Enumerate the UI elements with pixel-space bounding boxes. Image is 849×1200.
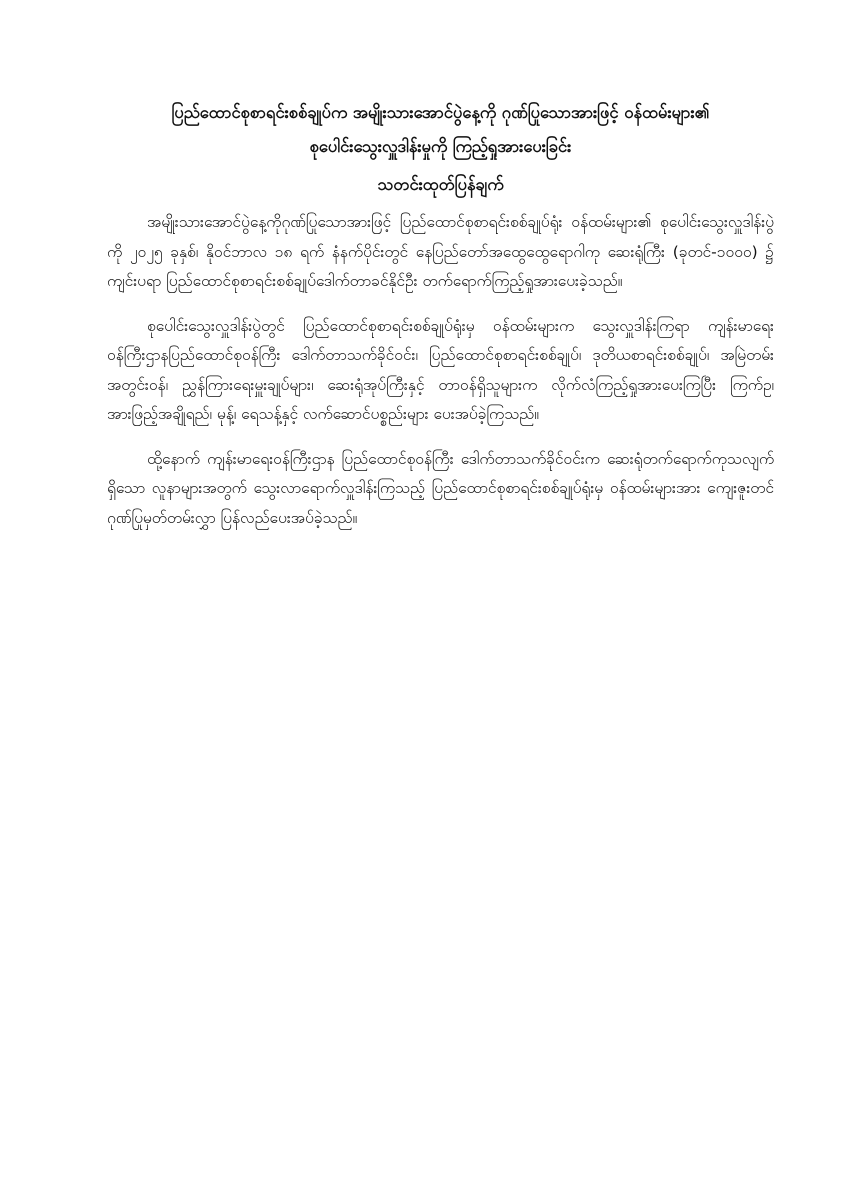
paragraph-3: ထို့နောက် ကျန်းမာရေးဝန်ကြီးဌာန ပြည်ထောင်စုဝန်ကြီး ဒေါက်တာသက်ခိုင်ဝင်းက ဆေးရုံတက်ရောက်ကုသလျက်ရှိသော လူနာများအတွက် သွေးလာရောက်လှူဒါန်းကြသည့် ပြည်ထောင်စုစာရင်းစစ်ချုပ်ရုံးမှ ဝန်ထမ်းများအား ကျေးဇူးတင်ဂုဏ်ပြုမှတ်တမ်းလွှာ ပြန်လည်ပေးအပ်ခဲ့သည်။	[107, 449, 774, 527]
press-release	[107, 96, 774, 548]
document-title	[107, 96, 774, 164]
document-title-line-1: ပြည်ထောင်စုစာရင်းစစ်ချုပ်က အမျိုးသားအောင်ပွဲနေ့ကို ဂုဏ်ပြုသောအားဖြင့် ဝန်ထမ်းများ၏	[171, 103, 710, 122]
document-subtitle: သတင်းထုတ်ပြန်ချက်	[377, 175, 504, 194]
document-title-line-2: စုပေါင်းသွေးလှူဒါန်းမှုကို ကြည့်ရှုအားပေးခြင်း	[309, 137, 572, 156]
paragraph-2: စုပေါင်းသွေးလှူဒါန်းပွဲတွင် ပြည်ထောင်စုစာရင်းစစ်ချုပ်ရုံးမှ ဝန်ထမ်းများက သွေးလှူဒါန်းကြရာ ကျန်းမာရေးဝန်ကြီးဌာနပြည်ထောင်စုဝန်ကြီး ဒေါက်တာသက်ခိုင်ဝင်း၊ ပြည်ထောင်စုစာရင်းစစ်ချုပ်၊ ဒုတိယစာရင်းစစ်ချုပ်၊ အမြဲတမ်းအတွင်းဝန်၊ ညွှန်ကြားရေးမှူးချုပ်များ၊ ဆေးရုံအုပ်ကြီးနှင့် တာဝန်ရှိသူများက လိုက်လံကြည့်ရှုအားပေးကြပြီး ကြက်ဥ၊ အားဖြည့်အချိုရည်၊ မုန့်၊ ရေသန့်နှင့် လက်ဆောင်ပစ္စည်းများ ပေးအပ်ခဲ့ကြသည်။	[107, 316, 774, 423]
paragraph-1: အမျိုးသားအောင်ပွဲနေ့ကိုဂုဏ်ပြုသောအားဖြင့် ပြည်ထောင်စုစာရင်းစစ်ချုပ်ရုံး ဝန်ထမ်းများ၏ စုပေါင်းသွေးလှူဒါန်းပွဲကို ၂၀၂၅ ခုနှစ်၊ နိုဝင်ဘာလ ၁၈ ရက် နံနက်ပိုင်းတွင် နေပြည်တော်အထွေထွေရောဂါကု ဆေးရုံကြီး (ခုတင်-၁၀၀၀) ၌ ကျင်းပရာ ပြည်ထောင်စုစာရင်းစစ်ချုပ်ဒေါက်တာခင်နိုင်ဦး တက်ရောက်ကြည့်ရှုအားပေးခဲ့သည်။	[107, 213, 774, 290]
